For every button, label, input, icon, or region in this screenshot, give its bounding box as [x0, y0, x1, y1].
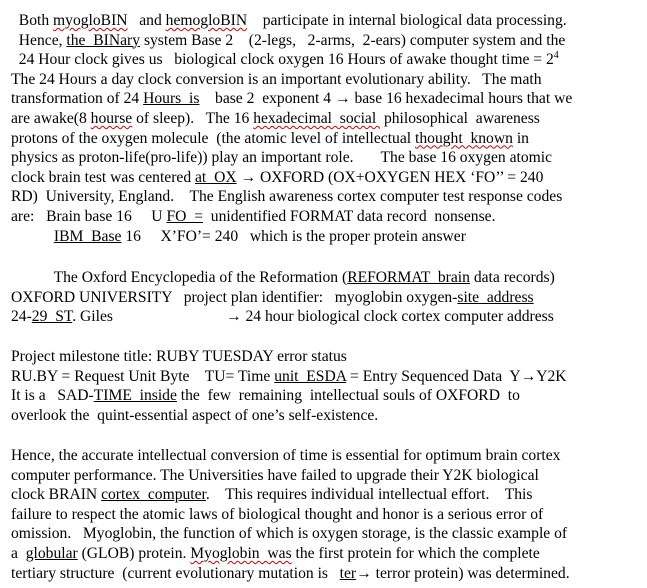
- underlined-text: globular: [25, 545, 78, 562]
- text-run: → terror protein) was determined.: [356, 564, 570, 582]
- text-run: [11, 228, 54, 245]
- underlined-text: cortex computer: [101, 486, 206, 504]
- underlined-text: at OX: [195, 168, 237, 186]
- text-run: in: [512, 129, 529, 147]
- text-line: [11, 288, 534, 307]
- spellcheck-flagged-text: hemogloBIN: [165, 12, 248, 29]
- underlined-text: IBM Base: [53, 227, 122, 245]
- text-line: [11, 466, 539, 485]
- text-run: Hence, the accurate intellectual conversion of time is essential for optimum brain cortex: [11, 447, 561, 464]
- text-run: . Giles → 24 hour biological clock cortex computer address: [72, 308, 554, 326]
- text-run: 16 X’FO’= 240 which is the proper protein answer: [121, 227, 466, 245]
- text-run: of sleep). The 16: [132, 110, 254, 127]
- text-run: Project milestone title: RUBY TUESDAY error status: [11, 348, 347, 365]
- spellcheck-flagged-text: Myoglobin was: [190, 545, 292, 562]
- underlined-text: site address: [457, 288, 534, 306]
- text-run: (GLOB) protein.: [77, 545, 191, 562]
- text-run: RU.BY = Request Unit Byte TU= Time: [11, 367, 275, 385]
- text-line: [11, 227, 466, 246]
- underlined-text: REFORMAT brain: [347, 269, 470, 286]
- text-run: The Oxford Encyclopedia of the Reformation (: [11, 269, 348, 286]
- spellcheck-flagged-text: hourse: [90, 110, 133, 127]
- text-run: and: [127, 12, 166, 29]
- text-run: OXFORD UNIVERSITY project plan identifier: myoglobin oxygen-: [11, 288, 458, 306]
- text-run: = Entry Sequenced Data Y→Y2K: [346, 367, 567, 385]
- text-line: [11, 406, 378, 425]
- text-run: It is a SAD-: [11, 387, 94, 405]
- text-line: [11, 207, 495, 226]
- text-run: 24-: [11, 308, 32, 326]
- text-run: → OXFORD (OX+OXYGEN HEX ‘FO’’ = 240: [236, 168, 544, 186]
- text-run: overlook the quint-essential aspect of one’s self-existence.: [11, 406, 379, 424]
- spellcheck-flagged-text: hexadecimal social: [253, 110, 381, 127]
- text-line: [11, 524, 567, 543]
- text-run: physics as proton-life(pro-life)) play an important role. The base 16 oxygen atomic: [11, 149, 553, 167]
- text-run: participate in internal biological data processing.: [247, 12, 567, 29]
- text-line: [11, 367, 567, 386]
- text-run: computer performance. The Universities have failed to upgrade their Y2K biological: [11, 466, 539, 484]
- text-line: [11, 31, 565, 50]
- text-run: RD) University, England. The English awareness cortex computer test response codes: [11, 188, 563, 206]
- text-line: [11, 386, 520, 405]
- text-run: transformation of 24: [11, 90, 144, 108]
- text-run: . This requires individual intellectual effort. This: [205, 486, 533, 504]
- text-line: [11, 89, 572, 108]
- text-line: [11, 70, 542, 89]
- text-run: 4: [553, 50, 559, 61]
- text-line: [11, 446, 560, 465]
- text-run: system Base 2 (2-legs, 2-arms, 2-ears) computer system and the: [140, 31, 566, 49]
- text-line: [11, 148, 552, 167]
- text-line: [11, 11, 567, 30]
- underlined-text: FO =: [166, 208, 203, 225]
- underlined-text: 29 ST: [31, 308, 73, 326]
- text-run: unidentified FORMAT data record nonsense.: [203, 208, 496, 225]
- text-run: 24 Hour clock gives us biological clock oxygen 16 Hours of awake thought time = 2: [11, 51, 554, 69]
- text-line: [11, 187, 562, 206]
- spellcheck-flagged-text: thought known: [415, 129, 513, 147]
- text-run: tertiary structure (current evolutionary mutation is: [11, 564, 340, 582]
- text-line: [11, 50, 559, 69]
- underlined-text: Hours is: [143, 90, 200, 108]
- text-line: [11, 347, 347, 366]
- underlined-text: the BINary: [66, 31, 141, 49]
- text-line: [11, 168, 543, 187]
- underlined-text: unit ESDA: [274, 367, 347, 385]
- underlined-text: ter: [339, 564, 357, 582]
- text-run: failure to respect the atomic laws of biological thought and honor is a serious error of: [11, 505, 544, 523]
- text-line: [11, 129, 529, 148]
- text-run: clock BRAIN: [11, 486, 102, 504]
- text-line: [11, 505, 543, 524]
- text-line: [11, 268, 555, 287]
- text-run: are: Brain base 16 U: [11, 208, 167, 225]
- text-run: The 24 Hours a day clock conversion is an important evolutionary ability. The math: [11, 70, 542, 88]
- text-run: the few remaining intellectual souls of OXFORD to: [176, 387, 520, 405]
- text-run: are awake(8: [11, 110, 91, 127]
- text-line: [11, 564, 570, 583]
- spellcheck-flagged-text: myogloBIN: [53, 12, 128, 29]
- text-run: base 2 exponent 4 → base 16 hexadecimal hours that we: [199, 90, 573, 108]
- text-run: protons of the oxygen molecule (the atomic level of intellectual: [11, 129, 416, 147]
- text-run: data records): [469, 269, 555, 286]
- text-run: the first protein for which the complete: [291, 545, 540, 562]
- text-line: [11, 109, 540, 128]
- text-run: philosophical awareness: [380, 110, 540, 127]
- text-line: [11, 307, 554, 326]
- text-line: [11, 485, 532, 504]
- text-run: Hence,: [11, 31, 67, 49]
- text-run: clock brain test was centered: [11, 168, 196, 186]
- text-run: omission. Myoglobin, the function of which is oxygen storage, is the classic example of: [11, 525, 568, 543]
- text-run: Both: [11, 12, 54, 29]
- underlined-text: TIME inside: [93, 387, 177, 405]
- text-run: a: [11, 545, 26, 562]
- text-line: [11, 544, 540, 563]
